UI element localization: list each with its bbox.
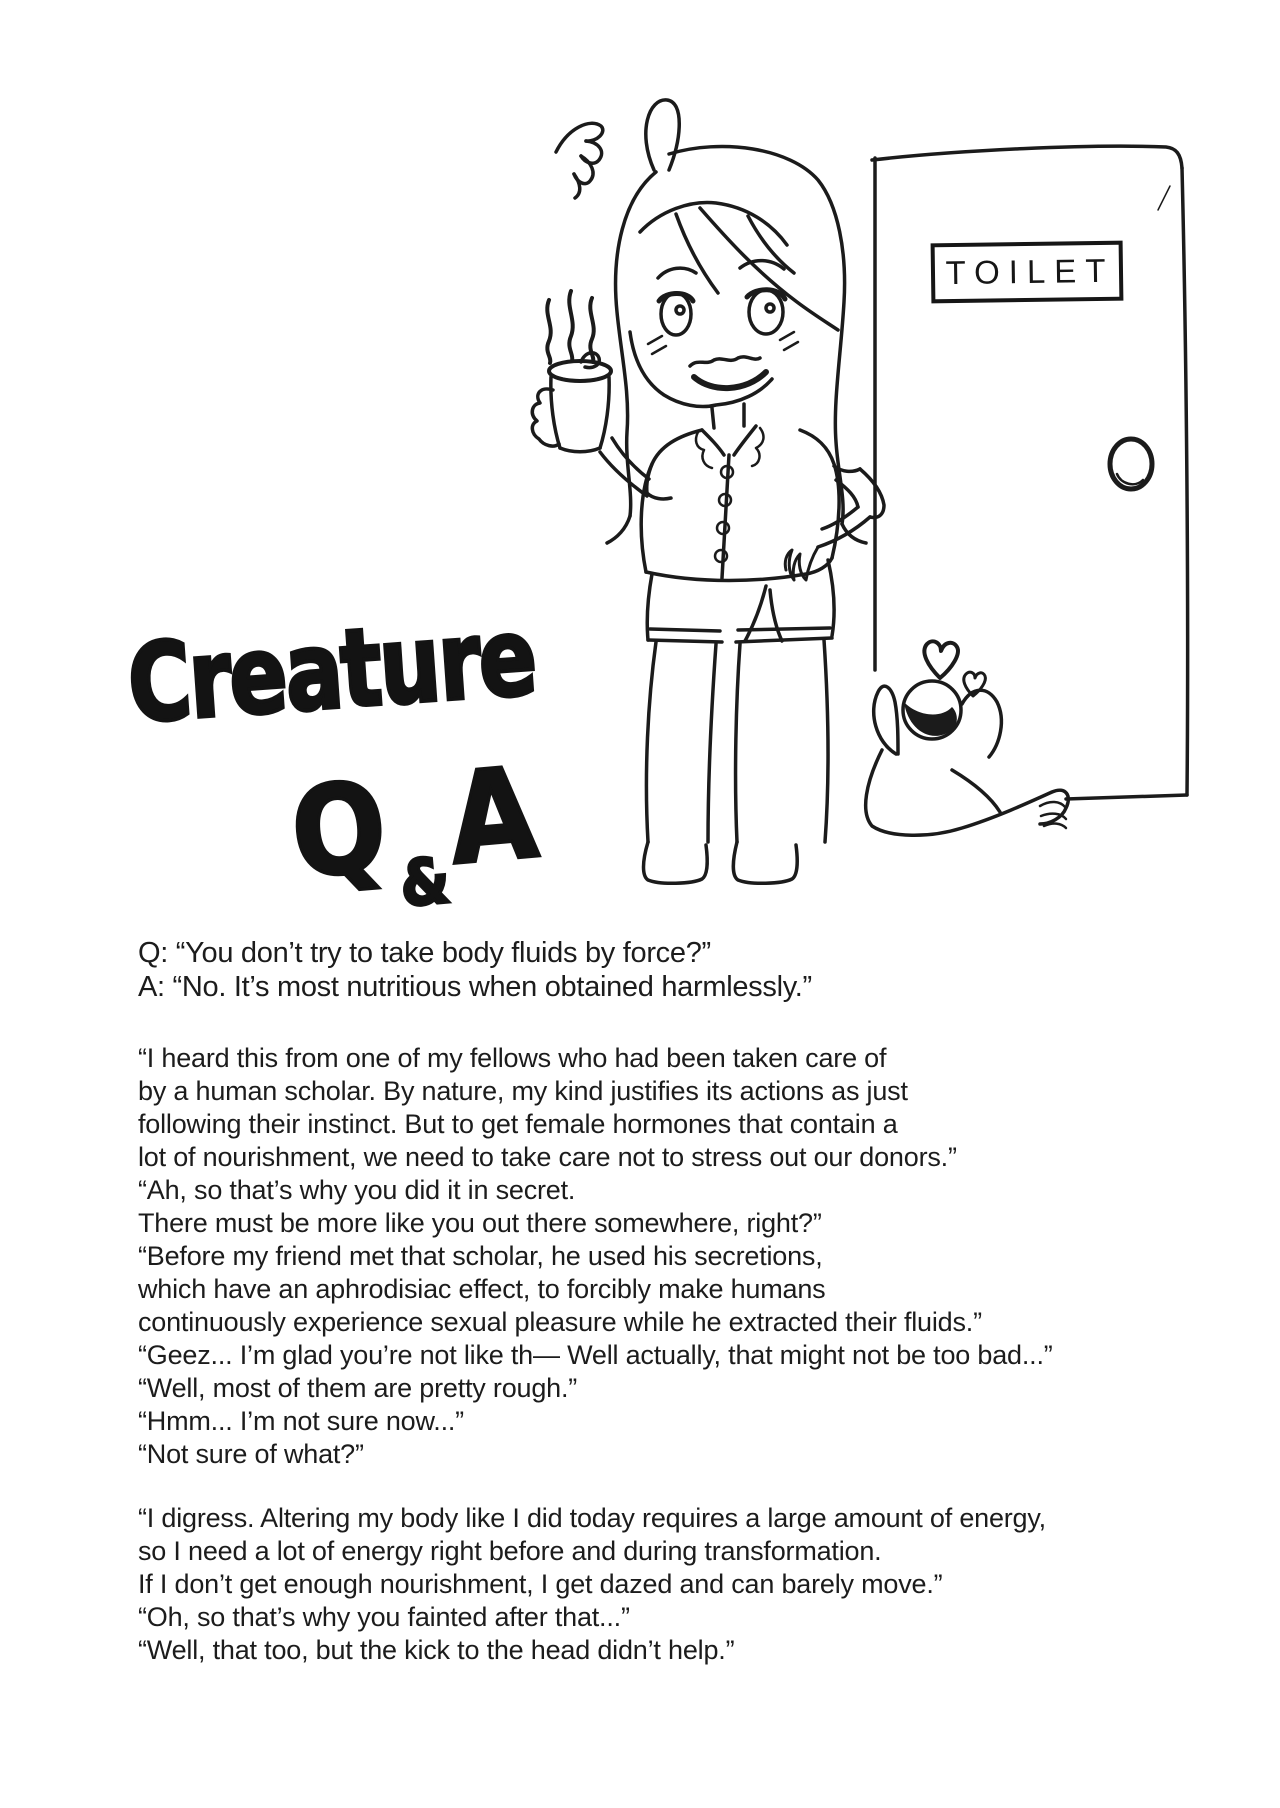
dialogue-paragraph-1 — [138, 1042, 1053, 1471]
toilet-sign — [931, 241, 1124, 304]
annoyance-squiggle-icon — [556, 123, 603, 198]
heart-icon — [924, 641, 958, 678]
qa-header — [138, 936, 812, 1004]
creature-illustration — [866, 641, 1069, 835]
dialogue-line: following their instinct. But to get female hormones that contain a — [138, 1109, 898, 1139]
doorknob-icon — [1110, 439, 1152, 489]
title-ampersand: & — [397, 844, 453, 922]
answer-line: A: “No. It’s most nutritious when obtained harmlessly.” — [138, 971, 812, 1003]
toilet-sign-label: TOILET — [945, 251, 1115, 292]
eyes — [659, 290, 785, 335]
dialogue-line: “Well, most of them are pretty rough.” — [138, 1373, 578, 1403]
dialogue-line: lot of nourishment, we need to take care not to stress out our donors.” — [138, 1142, 957, 1172]
dialogue-line: “Before my friend met that scholar, he used his secretions, — [138, 1241, 823, 1271]
dialogue-paragraph-2 — [138, 1502, 1046, 1667]
dialogue-line: “Hmm... I’m not sure now...” — [138, 1406, 464, 1436]
dialogue-line: There must be more like you out there somewhere, right?” — [138, 1208, 822, 1238]
title-q: Q — [286, 754, 392, 906]
dialogue-line: If I don’t get enough nourishment, I get dazed and can barely move.” — [138, 1569, 943, 1599]
dialogue-line: “I heard this from one of my fellows who had been taken care of — [138, 1043, 887, 1073]
title-word-creature: Creature — [124, 593, 539, 748]
dialogue-line: “Geez... I’m glad you’re not like th— Well actually, that might not be too bad...” — [138, 1340, 1053, 1370]
dialogue-line: “I digress. Altering my body like I did today requires a large amount of energy, — [138, 1503, 1046, 1533]
dialogue-line: by a human scholar. By nature, my kind justifies its actions as just — [138, 1076, 908, 1106]
dialogue-line: “Oh, so that’s why you fainted after that...” — [138, 1602, 630, 1632]
title-a: A — [443, 740, 543, 894]
cup-illustration — [532, 291, 611, 452]
dialogue-line: which have an aphrodisiac effect, to forcibly make humans — [138, 1274, 826, 1304]
girl-illustration — [600, 100, 884, 883]
dialogue-line: so I need a lot of energy right before and during transformation. — [138, 1536, 882, 1566]
dialogue-line: “Not sure of what?” — [138, 1439, 364, 1469]
dialogue-line: continuously experience sexual pleasure while he extracted their fluids.” — [138, 1307, 982, 1337]
ahoge-hair — [646, 100, 679, 170]
question-line: Q: “You don’t try to take body fluids by force?” — [138, 937, 711, 969]
dialogue-line: “Well, that too, but the kick to the head didn’t help.” — [138, 1635, 735, 1665]
dialogue-line: “Ah, so that’s why you did it in secret. — [138, 1175, 576, 1205]
title-word-qa — [286, 741, 545, 931]
